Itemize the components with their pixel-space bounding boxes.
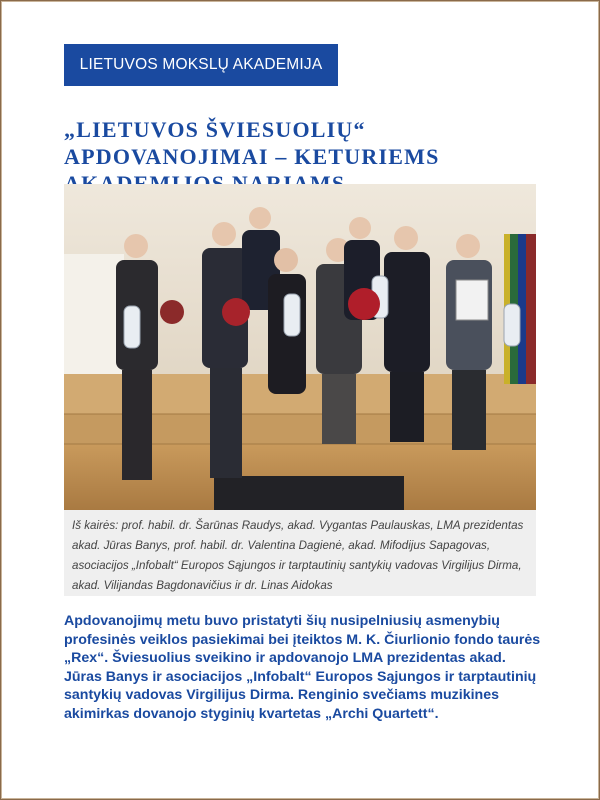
- organization-badge: [64, 44, 338, 86]
- article-paragraph: Apdovanojimų metu buvo pristatyti šių nusipelniusių asmenybių profesinės veiklos pasiekimai bei įteiktos M. K. Čiurlionio fondo taurės „Rex“. Šviesuolius sveikino ir apdovanojo LMA prezidentas akad. Jūras Banys ir asociacijos „Infobalt“ Europos Sąjungos ir tarptautinių santykių vadovas Virgilijus Dirma. Renginio svečiams muzikines akimirkas dovanojo styginių kvartetas „Archi Quartett“.: [64, 613, 541, 722]
- article-title: „LIETUVOS ŠVIESUOLIŲ“ APDOVANOJIMAI – KETURIEMS: [64, 117, 440, 169]
- group-photo-illustration: [64, 184, 536, 510]
- photo-caption-box: [64, 510, 536, 596]
- organization-name: LIETUVOS MOKSLŲ AKADEMIJA: [79, 56, 323, 73]
- group-photo: [64, 184, 536, 510]
- photo-caption: Iš kairės: prof. habil. dr. Šarūnas Raudys, akad. Vygantas Paulauskas, LMA prezidentas akad. Jūras Banys, prof. habil. dr. Valentina Dagienė, akad. Mifodijus Sapagovas, asociacijos „Infobalt“ Europos Sąjungos ir tarptautinių santykių vadovas Virgilijus Dirma, akad. Vilijandas Bagdonavičius ir dr. Linas Aidokas: [72, 519, 524, 592]
